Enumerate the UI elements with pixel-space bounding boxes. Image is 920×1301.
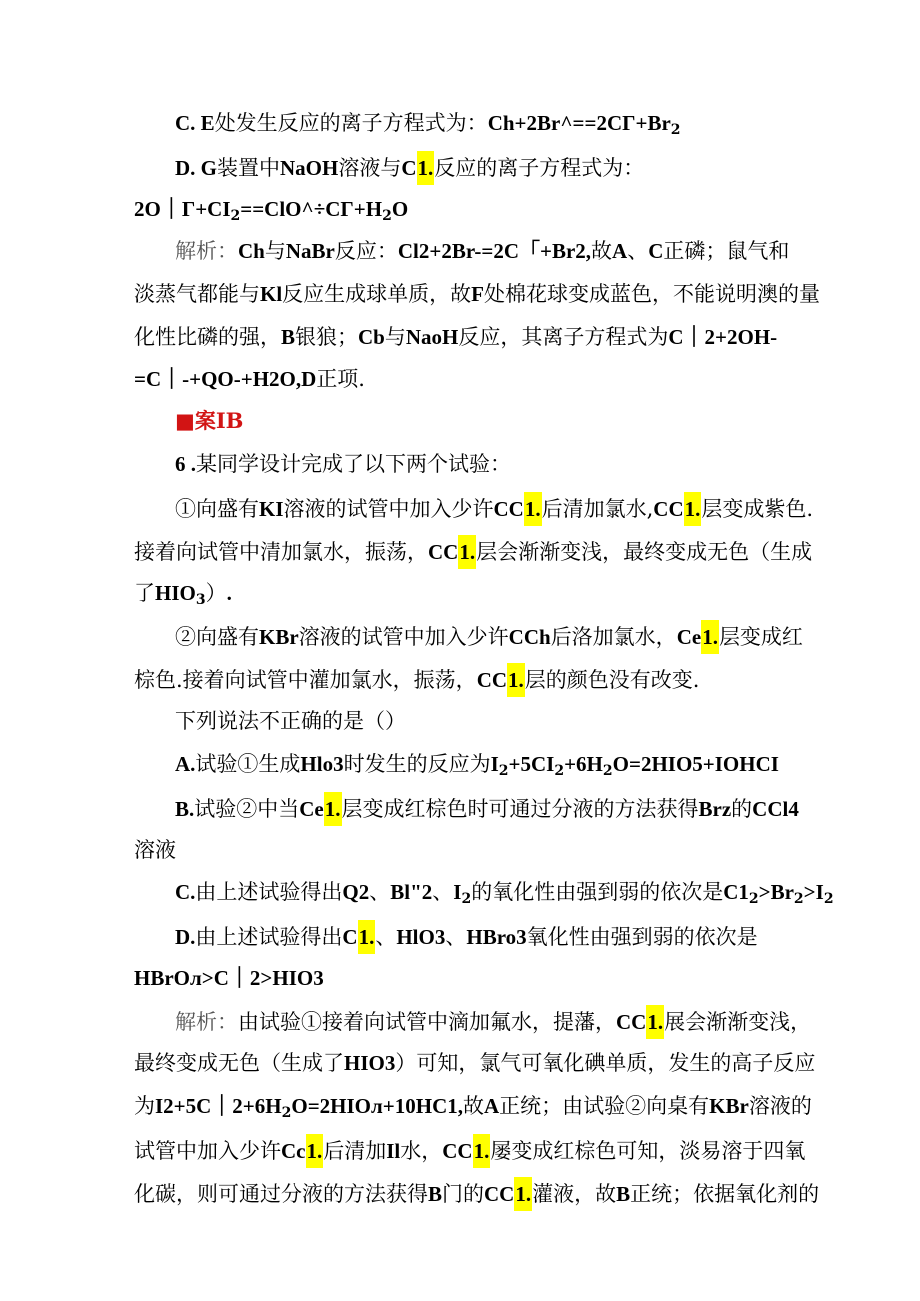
text-segment: 屡变成红棕色可知，淡易溶于四氧 xyxy=(490,1139,806,1163)
text-segment: 为 xyxy=(134,1094,155,1118)
highlighted-text: 1. xyxy=(684,492,702,526)
text-segment: HIO3 xyxy=(344,1051,396,1075)
text-segment: 3 xyxy=(195,592,206,608)
text-segment: >Br xyxy=(758,880,794,904)
text-segment: Cc xyxy=(281,1139,306,1163)
text-segment: 溶液 xyxy=(134,838,176,862)
text-segment: Kl xyxy=(260,282,283,306)
text-segment: 的 xyxy=(731,797,753,821)
text-segment: 时发生的反应为 xyxy=(343,752,491,776)
text-segment: 水， xyxy=(400,1139,443,1163)
text-line xyxy=(175,151,644,185)
text-segment: 后清加 xyxy=(323,1139,387,1163)
text-segment: 溶液的试管中加入少许 xyxy=(298,625,509,649)
text-segment: 处棉花球变成蓝色，不能说明澳的量 xyxy=(484,282,820,306)
text-segment: A. xyxy=(175,752,196,776)
text-line xyxy=(134,578,232,615)
highlighted-text: 1. xyxy=(306,1134,324,1168)
text-segment: C. E xyxy=(175,111,215,135)
text-segment: O xyxy=(391,197,409,221)
text-segment: 与 xyxy=(264,239,286,263)
text-segment: 接着向试管中清加氯水，振荡， xyxy=(134,540,428,564)
text-line xyxy=(134,194,408,231)
text-segment: 正统；依据氧化剂的 xyxy=(630,1182,820,1206)
text-segment: 淡蒸气都能与 xyxy=(134,282,260,306)
text-segment: 反应的离子方程式为： xyxy=(434,156,645,180)
text-segment: 解析： xyxy=(175,239,238,263)
text-segment: 正磷；鼠气和 xyxy=(663,239,790,263)
text-segment: 2 xyxy=(670,122,681,138)
text-segment: NaoH xyxy=(405,325,459,349)
text-segment: 由上述试验得出 xyxy=(195,925,343,949)
text-segment: Cl2+2Br-=2C「+Br2, xyxy=(397,239,592,263)
highlighted-text: 1. xyxy=(524,492,542,526)
text-segment: D. G xyxy=(175,156,217,180)
text-line xyxy=(175,449,511,479)
text-segment: 故 xyxy=(463,1094,484,1118)
text-segment: HIO xyxy=(155,581,196,605)
text-segment: KBr xyxy=(259,625,299,649)
text-segment: 处发生反应的离子方程式为： xyxy=(214,111,488,135)
text-segment: NaBr xyxy=(285,239,335,263)
text-segment: ①向盛有 xyxy=(175,497,259,521)
highlighted-text: 1. xyxy=(417,151,435,185)
text-line xyxy=(175,620,803,654)
text-segment: 试验①生成 xyxy=(195,752,301,776)
text-segment: CC xyxy=(616,1010,647,1034)
text-segment: 灌液，故 xyxy=(532,1182,617,1206)
text-segment: 2 xyxy=(554,763,565,779)
text-line xyxy=(175,1005,811,1039)
text-line xyxy=(175,706,406,736)
text-segment: B xyxy=(616,1182,631,1206)
text-segment: 解析： xyxy=(175,1010,238,1034)
text-segment: +5CI xyxy=(508,752,555,776)
text-segment: 层的颜色没有改变. xyxy=(524,668,700,692)
text-line xyxy=(175,108,681,145)
text-segment: C xyxy=(342,925,358,949)
text-segment: 正统；由试验②向桌有 xyxy=(499,1094,710,1118)
text-segment: 故 xyxy=(591,239,613,263)
text-segment: O=2HIO5+IOHCI xyxy=(612,752,779,776)
text-segment: Cb xyxy=(358,325,385,349)
text-segment: 、 xyxy=(369,880,391,904)
text-segment: 2 xyxy=(498,763,509,779)
text-segment: A xyxy=(484,1094,500,1118)
text-segment: 层变成紫色. xyxy=(701,497,814,521)
text-segment: 展会渐渐变浅， xyxy=(664,1010,812,1034)
text-segment: Il xyxy=(386,1139,401,1163)
highlighted-text: 1. xyxy=(358,920,376,954)
text-segment: CCh xyxy=(508,625,551,649)
text-segment: I xyxy=(490,752,499,776)
text-line xyxy=(134,279,820,309)
text-line xyxy=(175,877,834,914)
text-line xyxy=(175,920,758,954)
text-line xyxy=(175,236,789,266)
text-segment: 2 xyxy=(281,1105,292,1121)
text-line xyxy=(134,364,365,394)
text-segment: 银狼； xyxy=(295,325,359,349)
text-segment: CCl4 xyxy=(752,797,799,821)
highlighted-text: 1. xyxy=(473,1134,491,1168)
text-segment: 2 xyxy=(793,891,804,907)
text-segment: CC xyxy=(493,497,524,521)
text-line xyxy=(134,1134,805,1168)
text-segment: B. xyxy=(175,797,195,821)
text-segment: 棕色.接着向试管中灌加氯水，振荡， xyxy=(134,668,477,692)
text-segment: =C｜-+QO-+H2O,D xyxy=(134,367,317,391)
text-segment: 、 xyxy=(375,925,397,949)
text-segment: 化性比磷的强， xyxy=(134,325,281,349)
text-segment: A xyxy=(612,239,628,263)
text-segment: . xyxy=(226,581,232,605)
text-segment: C｜2+2OH- xyxy=(668,325,778,349)
text-segment: Ch+2Br^==2CГ+Br xyxy=(487,111,671,135)
text-segment: 层变成红 xyxy=(718,625,803,649)
text-segment: HBrOл>C｜2>HIO3 xyxy=(134,966,324,990)
text-segment: 、 xyxy=(432,880,454,904)
text-segment: Brz xyxy=(698,797,732,821)
text-segment: >I xyxy=(803,880,824,904)
text-segment: ）可知，氯气可氧化碘单质，发生的高子反应 xyxy=(395,1051,816,1075)
text-segment: 2 xyxy=(748,891,759,907)
text-segment: B xyxy=(281,325,296,349)
text-segment: KBr xyxy=(709,1094,749,1118)
text-segment: ==ClO^÷CГ+H xyxy=(240,197,383,221)
text-segment: 溶液的 xyxy=(748,1094,812,1118)
text-segment: ■案IB xyxy=(175,408,244,433)
text-segment: HlO3 xyxy=(396,925,446,949)
text-segment: 下列说法不正确的是（） xyxy=(175,709,406,733)
text-segment: I2+5C｜2+6H xyxy=(155,1094,282,1118)
text-segment: 2 xyxy=(823,891,834,907)
text-segment: CC xyxy=(653,497,684,521)
text-segment: C1 xyxy=(723,880,749,904)
text-line xyxy=(175,492,813,526)
text-segment: 、 xyxy=(445,925,467,949)
text-segment: 反应： xyxy=(334,239,398,263)
text-segment: KI xyxy=(259,497,284,521)
text-segment: 与 xyxy=(384,325,406,349)
text-segment: Ce xyxy=(299,797,324,821)
text-segment: 的氧化性由强到弱的依次是 xyxy=(471,880,724,904)
text-segment: 溶液的试管中加入少许 xyxy=(283,497,494,521)
text-segment: 2O｜Г+CI xyxy=(134,197,231,221)
highlighted-text: 1. xyxy=(458,535,476,569)
highlighted-text: 1. xyxy=(324,792,342,826)
text-segment: 正项. xyxy=(316,367,365,391)
text-segment: 由上述试验得出 xyxy=(195,880,343,904)
text-segment: CC xyxy=(428,540,459,564)
text-segment: Ce xyxy=(676,625,702,649)
text-line xyxy=(175,749,779,786)
text-segment: 试验②中当 xyxy=(194,797,300,821)
text-line xyxy=(134,1048,815,1078)
text-segment: 2 xyxy=(230,208,241,224)
text-line xyxy=(134,963,324,993)
text-segment: 反应生成球单质，故 xyxy=(282,282,472,306)
text-segment: I xyxy=(453,880,462,904)
text-segment: Ch xyxy=(238,239,265,263)
text-segment: 层会渐渐变浅，最终变成无色（生成 xyxy=(476,540,813,564)
text-segment: C xyxy=(401,156,417,180)
text-segment: D. xyxy=(175,925,196,949)
text-segment: CC xyxy=(442,1139,473,1163)
text-segment: 氧化性由强到弱的依次是 xyxy=(526,925,758,949)
text-line xyxy=(134,1177,819,1211)
text-segment: ） xyxy=(205,581,227,605)
text-segment: 装置中 xyxy=(217,156,280,180)
text-line xyxy=(134,835,176,865)
text-segment: 层变成红棕色时可通过分液的方法获得 xyxy=(341,797,699,821)
text-line xyxy=(134,1091,812,1128)
text-segment: 2 xyxy=(382,208,392,224)
text-segment: 2 xyxy=(602,763,613,779)
text-segment: HBro3 xyxy=(466,925,527,949)
text-segment: 了 xyxy=(134,581,155,605)
text-line xyxy=(134,322,777,352)
text-segment: 溶液与 xyxy=(338,156,402,180)
text-segment: 反应，其离子方程式为 xyxy=(458,325,669,349)
text-segment: 6 . xyxy=(175,452,196,476)
text-line xyxy=(134,535,812,569)
text-segment: Q2 xyxy=(342,880,370,904)
highlighted-text: 1. xyxy=(507,663,525,697)
text-segment: B xyxy=(428,1182,443,1206)
text-segment: 后清加氯水, xyxy=(541,497,654,521)
text-segment: ②向盛有 xyxy=(175,625,259,649)
text-segment: F xyxy=(471,282,484,306)
text-segment: 、 xyxy=(627,239,649,263)
text-segment: C xyxy=(648,239,664,263)
text-segment: 试管中加入少许 xyxy=(134,1139,281,1163)
text-segment: 化碳，则可通过分液的方法获得 xyxy=(134,1182,428,1206)
text-segment: C. xyxy=(175,880,196,904)
text-segment: Bl"2 xyxy=(390,880,433,904)
text-segment: 最终变成无色（生成了 xyxy=(134,1051,344,1075)
text-segment: O=2HIOл+10HC1, xyxy=(291,1094,463,1118)
highlighted-text: 1. xyxy=(514,1177,532,1211)
text-segment: Hlo3 xyxy=(300,752,344,776)
text-line xyxy=(175,406,243,436)
text-segment: 后洛加氯水， xyxy=(550,625,677,649)
text-segment: CC xyxy=(484,1182,515,1206)
text-segment: 某同学设计完成了以下两个试验： xyxy=(196,452,511,476)
highlighted-text: 1. xyxy=(701,620,719,654)
text-segment: 2 xyxy=(461,891,472,907)
text-segment: CC xyxy=(476,668,508,692)
text-segment: 门的 xyxy=(442,1182,485,1206)
text-line xyxy=(175,792,799,826)
text-segment: +6H xyxy=(564,752,603,776)
text-segment: 由试验①接着向试管中滴加氟水，提藩， xyxy=(238,1010,616,1034)
highlighted-text: 1. xyxy=(646,1005,664,1039)
text-line xyxy=(134,663,699,697)
text-segment: NaOH xyxy=(280,156,339,180)
